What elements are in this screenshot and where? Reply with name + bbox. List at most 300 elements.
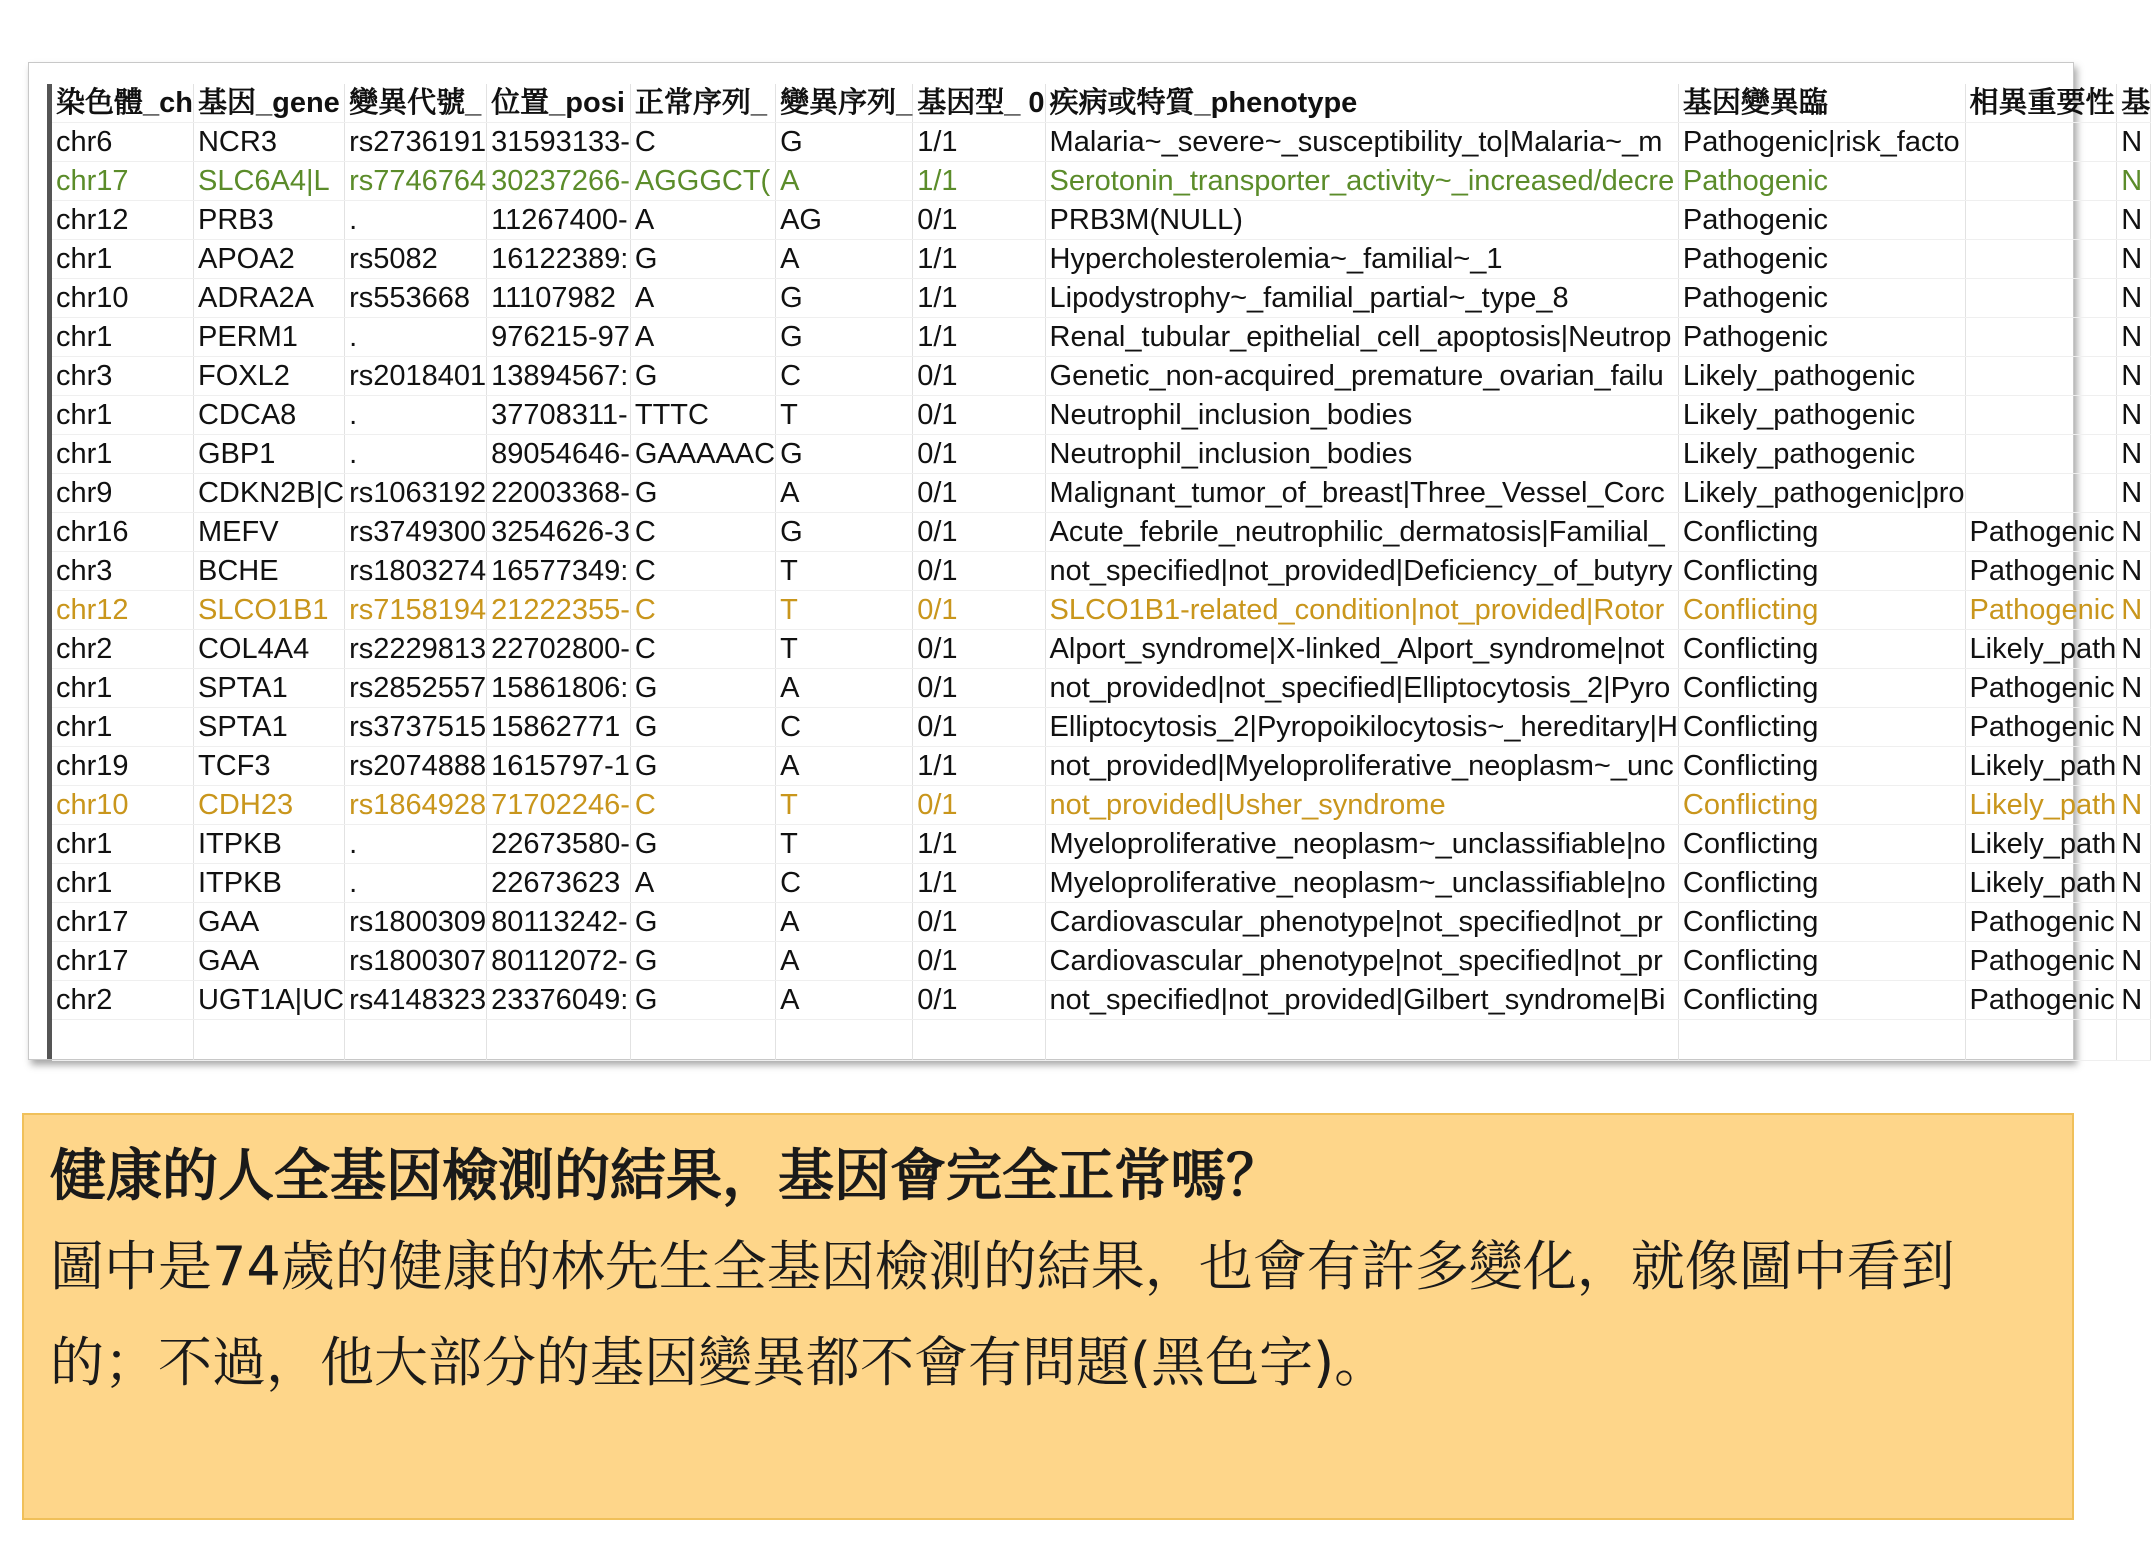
table-row <box>52 630 2151 669</box>
column-header[interactable]: 相異重要性 <box>1965 84 2117 123</box>
table-cell[interactable]: rs2018401 <box>345 357 487 396</box>
table-cell[interactable]: chr1 <box>52 708 193 747</box>
table-cell[interactable]: Conflicting <box>1678 552 1965 591</box>
table-cell[interactable]: 80112072- <box>487 942 631 981</box>
table-cell[interactable]: N <box>2117 747 2151 786</box>
table-cell[interactable]: C <box>630 513 775 552</box>
table-cell[interactable]: TTTC <box>630 396 775 435</box>
empty-cell[interactable] <box>1965 1020 2117 1061</box>
table-cell[interactable]: N <box>2117 903 2151 942</box>
table-cell[interactable]: C <box>630 123 775 162</box>
table-cell[interactable]: G <box>776 318 913 357</box>
table-cell[interactable]: CDKN2B|C <box>193 474 344 513</box>
table-cell[interactable]: N <box>2117 864 2151 903</box>
table-cell[interactable]: 23376049: <box>487 981 631 1020</box>
table-cell[interactable]: 1/1 <box>913 240 1045 279</box>
table-cell[interactable]: G <box>630 747 775 786</box>
table-cell[interactable]: 0/1 <box>913 474 1045 513</box>
table-cell[interactable]: 1/1 <box>913 279 1045 318</box>
column-header[interactable]: 疾病或特質_phenotype <box>1045 84 1678 123</box>
table-cell[interactable]: Genetic_non-acquired_premature_ovarian_failu <box>1045 357 1678 396</box>
table-cell[interactable]: N <box>2117 279 2151 318</box>
table-cell[interactable]: 22003368- <box>487 474 631 513</box>
table-cell[interactable]: Conflicting <box>1678 786 1965 825</box>
table-row <box>52 318 2151 357</box>
table-cell[interactable]: SLCO1B1 <box>193 591 344 630</box>
table-cell[interactable]: 1/1 <box>913 747 1045 786</box>
table-cell[interactable]: MEFV <box>193 513 344 552</box>
table-cell[interactable]: 16122389: <box>487 240 631 279</box>
table-row <box>52 552 2151 591</box>
table-cell[interactable] <box>1965 396 2117 435</box>
table-cell[interactable]: PRB3M(NULL) <box>1045 201 1678 240</box>
table-cell[interactable]: rs1063192 <box>345 474 487 513</box>
table-cell[interactable]: Cardiovascular_phenotype|not_specified|not_pr <box>1045 942 1678 981</box>
table-cell[interactable]: 1/1 <box>913 318 1045 357</box>
table-row <box>52 357 2151 396</box>
table-cell[interactable]: N <box>2117 240 2151 279</box>
table-cell[interactable]: 22702800- <box>487 630 631 669</box>
table-cell[interactable]: chr3 <box>52 357 193 396</box>
table-cell[interactable]: 0/1 <box>913 357 1045 396</box>
table-cell[interactable]: Conflicting <box>1678 942 1965 981</box>
table-cell[interactable]: chr10 <box>52 786 193 825</box>
table-cell[interactable] <box>1965 474 2117 513</box>
table-cell[interactable]: 30237266- <box>487 162 631 201</box>
table-cell[interactable]: N <box>2117 591 2151 630</box>
table-cell[interactable]: 976215-97 <box>487 318 631 357</box>
table-row <box>52 903 2151 942</box>
empty-cell[interactable] <box>487 1020 631 1061</box>
table-cell[interactable]: rs2074888 <box>345 747 487 786</box>
column-header[interactable]: 基因型_ 0 <box>913 84 1045 123</box>
table-cell[interactable]: chr1 <box>52 396 193 435</box>
table-cell[interactable] <box>1965 279 2117 318</box>
table-cell[interactable]: 0/1 <box>913 903 1045 942</box>
column-header[interactable]: 正常序列_ <box>630 84 775 123</box>
table-cell[interactable]: N <box>2117 357 2151 396</box>
table-cell[interactable]: Likely_pathogenic|pro <box>1678 474 1965 513</box>
table-cell[interactable]: NCR3 <box>193 123 344 162</box>
table-cell[interactable]: not_specified|not_provided|Gilbert_syndrome|Bi <box>1045 981 1678 1020</box>
table-cell[interactable]: rs1803274 <box>345 552 487 591</box>
table-cell[interactable]: rs3737515 <box>345 708 487 747</box>
table-cell[interactable]: 0/1 <box>913 669 1045 708</box>
table-cell[interactable]: N <box>2117 396 2151 435</box>
table-cell[interactable]: A <box>630 201 775 240</box>
table-cell[interactable]: G <box>630 357 775 396</box>
table-cell[interactable]: rs7746764 <box>345 162 487 201</box>
table-cell[interactable]: PRB3 <box>193 201 344 240</box>
table-cell[interactable]: 31593133- <box>487 123 631 162</box>
table-cell[interactable]: Likely_path <box>1965 630 2117 669</box>
table-cell[interactable]: AGGGCT( <box>630 162 775 201</box>
empty-cell[interactable] <box>1678 1020 1965 1061</box>
table-cell[interactable] <box>1965 435 2117 474</box>
empty-cell[interactable] <box>193 1020 344 1061</box>
table-cell[interactable]: chr1 <box>52 669 193 708</box>
table-cell[interactable]: 0/1 <box>913 786 1045 825</box>
table-cell[interactable]: N <box>2117 162 2151 201</box>
table-cell[interactable]: N <box>2117 708 2151 747</box>
table-cell[interactable]: 0/1 <box>913 435 1045 474</box>
table-cell[interactable]: G <box>630 825 775 864</box>
table-cell[interactable] <box>1965 240 2117 279</box>
table-cell[interactable]: C <box>630 591 775 630</box>
table-cell[interactable]: N <box>2117 630 2151 669</box>
table-cell[interactable]: rs2229813 <box>345 630 487 669</box>
empty-row <box>52 1020 2151 1061</box>
table-cell[interactable]: 0/1 <box>913 708 1045 747</box>
table-cell[interactable]: BCHE <box>193 552 344 591</box>
table-cell[interactable]: A <box>776 942 913 981</box>
table-cell[interactable]: 37708311- <box>487 396 631 435</box>
table-cell[interactable]: G <box>776 513 913 552</box>
table-cell[interactable]: not_specified|not_provided|Deficiency_of_butyry <box>1045 552 1678 591</box>
table-cell[interactable]: C <box>630 552 775 591</box>
table-cell[interactable]: Likely_path <box>1965 786 2117 825</box>
table-cell[interactable]: 0/1 <box>913 981 1045 1020</box>
table-cell[interactable]: Pathogenic <box>1678 240 1965 279</box>
table-cell[interactable]: Conflicting <box>1678 513 1965 552</box>
table-cell[interactable]: GAAAAAC <box>630 435 775 474</box>
table-cell[interactable]: G <box>630 981 775 1020</box>
table-cell[interactable]: Alport_syndrome|X-linked_Alport_syndrome|not <box>1045 630 1678 669</box>
table-cell[interactable]: Pathogenic <box>1678 201 1965 240</box>
table-cell[interactable]: C <box>776 708 913 747</box>
table-cell[interactable]: chr17 <box>52 903 193 942</box>
table-cell[interactable]: G <box>776 123 913 162</box>
table-body <box>52 123 2151 1061</box>
table-cell[interactable]: chr2 <box>52 981 193 1020</box>
table-cell[interactable]: Neutrophil_inclusion_bodies <box>1045 396 1678 435</box>
table-row <box>52 708 2151 747</box>
table-cell[interactable]: N <box>2117 123 2151 162</box>
table-row <box>52 435 2151 474</box>
table-cell[interactable]: chr2 <box>52 630 193 669</box>
table-cell[interactable]: A <box>776 669 913 708</box>
empty-cell[interactable] <box>630 1020 775 1061</box>
table-cell[interactable]: . <box>345 435 487 474</box>
table-cell[interactable]: Renal_tubular_epithelial_cell_apoptosis|Neutrop <box>1045 318 1678 357</box>
table-cell[interactable]: 3254626-3 <box>487 513 631 552</box>
table-cell[interactable]: 13894567: <box>487 357 631 396</box>
table-cell[interactable]: APOA2 <box>193 240 344 279</box>
table-cell[interactable]: G <box>630 903 775 942</box>
table-cell[interactable]: Neutrophil_inclusion_bodies <box>1045 435 1678 474</box>
table-row <box>52 591 2151 630</box>
table-cell[interactable]: G <box>630 708 775 747</box>
table-cell[interactable]: A <box>776 162 913 201</box>
table-cell[interactable]: ADRA2A <box>193 279 344 318</box>
table-cell[interactable]: T <box>776 591 913 630</box>
table-cell[interactable]: Pathogenic <box>1965 513 2117 552</box>
table-cell[interactable]: FOXL2 <box>193 357 344 396</box>
table-cell[interactable]: T <box>776 786 913 825</box>
table-cell[interactable]: . <box>345 201 487 240</box>
table-row <box>52 747 2151 786</box>
table-row <box>52 162 2151 201</box>
table-cell[interactable]: chr12 <box>52 201 193 240</box>
table-cell[interactable]: N <box>2117 942 2151 981</box>
table-cell[interactable]: not_provided|Myeloproliferative_neoplasm~_unc <box>1045 747 1678 786</box>
table-cell[interactable]: chr17 <box>52 942 193 981</box>
table-cell[interactable]: Likely_pathogenic <box>1678 435 1965 474</box>
table-cell[interactable]: G <box>776 279 913 318</box>
table-cell[interactable]: C <box>776 864 913 903</box>
table-cell[interactable]: Malignant_tumor_of_breast|Three_Vessel_Corc <box>1045 474 1678 513</box>
table-cell[interactable]: 16577349: <box>487 552 631 591</box>
table-cell[interactable]: 0/1 <box>913 513 1045 552</box>
table-cell[interactable]: ITPKB <box>193 825 344 864</box>
table-cell[interactable]: 1/1 <box>913 123 1045 162</box>
table-cell[interactable]: 0/1 <box>913 942 1045 981</box>
table-cell[interactable]: A <box>776 474 913 513</box>
table-cell[interactable]: 15862771 <box>487 708 631 747</box>
table-cell[interactable]: Serotonin_transporter_activity~_increased/decre <box>1045 162 1678 201</box>
table-cell[interactable]: chr1 <box>52 435 193 474</box>
table-cell[interactable]: Pathogenic <box>1965 708 2117 747</box>
table-cell[interactable]: Lipodystrophy~_familial_partial~_type_8 <box>1045 279 1678 318</box>
table-cell[interactable]: 0/1 <box>913 201 1045 240</box>
table-cell[interactable]: 1/1 <box>913 825 1045 864</box>
table-cell[interactable]: UGT1A|UC <box>193 981 344 1020</box>
table-cell[interactable]: Conflicting <box>1678 630 1965 669</box>
table-row <box>52 123 2151 162</box>
table-cell[interactable]: Pathogenic <box>1965 552 2117 591</box>
table-row <box>52 942 2151 981</box>
table-cell[interactable]: chr1 <box>52 864 193 903</box>
table-cell[interactable]: not_provided|Usher_syndrome <box>1045 786 1678 825</box>
table-cell[interactable]: Conflicting <box>1678 981 1965 1020</box>
table-cell[interactable]: rs3749300 <box>345 513 487 552</box>
table-cell[interactable]: PERM1 <box>193 318 344 357</box>
table-cell[interactable]: 0/1 <box>913 396 1045 435</box>
table-cell[interactable]: G <box>630 942 775 981</box>
table-cell[interactable]: A <box>776 903 913 942</box>
table-cell[interactable]: GBP1 <box>193 435 344 474</box>
table-cell[interactable]: N <box>2117 513 2151 552</box>
table-cell[interactable] <box>1965 123 2117 162</box>
table-cell[interactable]: Cardiovascular_phenotype|not_specified|not_pr <box>1045 903 1678 942</box>
table-cell[interactable]: G <box>776 435 913 474</box>
table-cell[interactable]: chr1 <box>52 825 193 864</box>
column-header[interactable]: 基 <box>2117 84 2151 123</box>
caption-box <box>22 1113 2074 1520</box>
table-cell[interactable]: 0/1 <box>913 552 1045 591</box>
table-cell[interactable]: N <box>2117 825 2151 864</box>
table-cell[interactable]: T <box>776 630 913 669</box>
table-row <box>52 201 2151 240</box>
caption-title: 健康的人全基因檢測的結果，基因會完全正常嗎？ <box>50 1144 1282 1209</box>
table-cell[interactable]: . <box>345 825 487 864</box>
table-cell[interactable]: SPTA1 <box>193 708 344 747</box>
table-cell[interactable]: Likely_path <box>1965 747 2117 786</box>
table-cell[interactable]: rs1800309 <box>345 903 487 942</box>
table-cell[interactable]: rs1800307 <box>345 942 487 981</box>
table-cell[interactable]: rs2736191 <box>345 123 487 162</box>
table-cell[interactable]: Likely_path <box>1965 825 2117 864</box>
table-cell[interactable]: Conflicting <box>1678 669 1965 708</box>
table-cell[interactable]: 22673580- <box>487 825 631 864</box>
table-cell[interactable]: Malaria~_severe~_susceptibility_to|Malaria~_m <box>1045 123 1678 162</box>
table-cell[interactable]: Elliptocytosis_2|Pyropoikilocytosis~_hereditary|H <box>1045 708 1678 747</box>
table-cell[interactable]: Pathogenic <box>1965 669 2117 708</box>
table-cell[interactable]: 0/1 <box>913 630 1045 669</box>
table-cell[interactable]: chr9 <box>52 474 193 513</box>
table-cell[interactable]: Pathogenic|risk_facto <box>1678 123 1965 162</box>
table-cell[interactable]: G <box>630 669 775 708</box>
table-cell[interactable]: Likely_pathogenic <box>1678 396 1965 435</box>
column-header[interactable]: 變異代號_ <box>345 84 487 123</box>
table-cell[interactable] <box>1965 318 2117 357</box>
table-cell[interactable]: rs4148323 <box>345 981 487 1020</box>
table-cell[interactable]: Likely_pathogenic <box>1678 357 1965 396</box>
table-cell[interactable]: C <box>776 357 913 396</box>
table-cell[interactable]: C <box>630 786 775 825</box>
table-cell[interactable]: 1/1 <box>913 864 1045 903</box>
table-cell[interactable]: Pathogenic <box>1965 942 2117 981</box>
table-cell[interactable]: N <box>2117 981 2151 1020</box>
empty-cell[interactable] <box>1045 1020 1678 1061</box>
table-cell[interactable]: G <box>630 240 775 279</box>
table-cell[interactable]: GAA <box>193 903 344 942</box>
table-cell[interactable]: 11107982 <box>487 279 631 318</box>
table-cell[interactable]: 1615797-1 <box>487 747 631 786</box>
table-cell[interactable]: Conflicting <box>1678 825 1965 864</box>
table-cell[interactable]: 0/1 <box>913 591 1045 630</box>
table-cell[interactable]: Hypercholesterolemia~_familial~_1 <box>1045 240 1678 279</box>
column-header[interactable]: 染色體_ch <box>52 84 193 123</box>
table-cell[interactable]: . <box>345 396 487 435</box>
table-cell[interactable]: 89054646- <box>487 435 631 474</box>
table-cell[interactable] <box>1965 201 2117 240</box>
table-cell[interactable]: A <box>776 981 913 1020</box>
empty-cell[interactable] <box>776 1020 913 1061</box>
table-cell[interactable]: CDCA8 <box>193 396 344 435</box>
table-cell[interactable]: rs553668 <box>345 279 487 318</box>
spreadsheet-grid-area <box>47 84 2151 1059</box>
table-cell[interactable]: Pathogenic <box>1678 279 1965 318</box>
table-row <box>52 669 2151 708</box>
table-row <box>52 825 2151 864</box>
table-cell[interactable]: N <box>2117 474 2151 513</box>
empty-cell[interactable] <box>2117 1020 2151 1061</box>
table-cell[interactable]: Pathogenic <box>1678 162 1965 201</box>
table-cell[interactable]: chr19 <box>52 747 193 786</box>
table-cell[interactable]: chr6 <box>52 123 193 162</box>
table-cell[interactable]: CDH23 <box>193 786 344 825</box>
table-cell[interactable]: . <box>345 864 487 903</box>
table-cell[interactable]: TCF3 <box>193 747 344 786</box>
table-cell[interactable]: Conflicting <box>1678 747 1965 786</box>
table-cell[interactable]: COL4A4 <box>193 630 344 669</box>
table-cell[interactable]: Pathogenic <box>1965 981 2117 1020</box>
table-cell[interactable]: A <box>630 864 775 903</box>
table-cell[interactable]: rs5082 <box>345 240 487 279</box>
table-cell[interactable]: rs1864928 <box>345 786 487 825</box>
table-cell[interactable]: C <box>630 630 775 669</box>
table-row <box>52 279 2151 318</box>
table-cell[interactable]: 15861806: <box>487 669 631 708</box>
table-cell[interactable]: G <box>630 474 775 513</box>
table-cell[interactable]: A <box>630 318 775 357</box>
table-cell[interactable]: 21222355- <box>487 591 631 630</box>
table-cell[interactable] <box>1965 357 2117 396</box>
table-cell[interactable]: 22673623 <box>487 864 631 903</box>
table-cell[interactable]: 1/1 <box>913 162 1045 201</box>
table-cell[interactable]: T <box>776 552 913 591</box>
table-cell[interactable]: ITPKB <box>193 864 344 903</box>
empty-cell[interactable] <box>913 1020 1045 1061</box>
table-cell[interactable]: chr1 <box>52 318 193 357</box>
table-cell[interactable]: N <box>2117 786 2151 825</box>
table-cell[interactable]: N <box>2117 669 2151 708</box>
table-cell[interactable]: 71702246- <box>487 786 631 825</box>
table-cell[interactable]: rs2852557 <box>345 669 487 708</box>
table-cell[interactable]: GAA <box>193 942 344 981</box>
column-header[interactable]: 位置_posi <box>487 84 631 123</box>
table-cell[interactable]: Myeloproliferative_neoplasm~_unclassifiable|no <box>1045 864 1678 903</box>
column-header[interactable]: 基因變異臨 <box>1678 84 1965 123</box>
table-cell[interactable]: T <box>776 396 913 435</box>
table-cell[interactable]: Conflicting <box>1678 708 1965 747</box>
table-cell[interactable]: N <box>2117 318 2151 357</box>
empty-cell[interactable] <box>345 1020 487 1061</box>
table-cell[interactable]: SLCO1B1-related_condition|not_provided|Rotor <box>1045 591 1678 630</box>
table-cell[interactable]: N <box>2117 552 2151 591</box>
table-cell[interactable]: chr17 <box>52 162 193 201</box>
table-row <box>52 513 2151 552</box>
table-cell[interactable]: N <box>2117 201 2151 240</box>
table-cell[interactable]: Myeloproliferative_neoplasm~_unclassifiable|no <box>1045 825 1678 864</box>
table-cell[interactable]: Conflicting <box>1678 591 1965 630</box>
table-cell[interactable]: T <box>776 825 913 864</box>
table-cell[interactable]: A <box>776 240 913 279</box>
table-cell[interactable]: AG <box>776 201 913 240</box>
column-header[interactable]: 基因_gene <box>193 84 344 123</box>
table-cell[interactable]: Pathogenic <box>1965 591 2117 630</box>
table-cell[interactable]: chr16 <box>52 513 193 552</box>
table-cell[interactable]: N <box>2117 435 2151 474</box>
table-cell[interactable]: Conflicting <box>1678 903 1965 942</box>
table-cell[interactable] <box>1965 162 2117 201</box>
table-cell[interactable]: A <box>776 747 913 786</box>
table-cell[interactable]: chr3 <box>52 552 193 591</box>
table-cell[interactable]: 11267400- <box>487 201 631 240</box>
table-cell[interactable]: chr10 <box>52 279 193 318</box>
table-cell[interactable]: chr1 <box>52 240 193 279</box>
table-cell[interactable]: . <box>345 318 487 357</box>
spreadsheet-screenshot <box>28 62 2151 1060</box>
empty-cell[interactable] <box>52 1020 193 1061</box>
table-cell[interactable]: chr12 <box>52 591 193 630</box>
table-row <box>52 474 2151 513</box>
table-cell[interactable]: Pathogenic <box>1678 318 1965 357</box>
table-cell[interactable]: A <box>630 279 775 318</box>
table-cell[interactable]: SLC6A4|L <box>193 162 344 201</box>
table-cell[interactable]: rs7158194 <box>345 591 487 630</box>
table-cell[interactable]: Conflicting <box>1678 864 1965 903</box>
column-header[interactable]: 變異序列_ <box>776 84 913 123</box>
table-cell[interactable]: Pathogenic <box>1965 903 2117 942</box>
table-cell[interactable]: SPTA1 <box>193 669 344 708</box>
table-cell[interactable]: Acute_febrile_neutrophilic_dermatosis|Familial_ <box>1045 513 1678 552</box>
table-header-row <box>52 84 2151 123</box>
table-cell[interactable]: 80113242- <box>487 903 631 942</box>
table-cell[interactable]: Likely_path <box>1965 864 2117 903</box>
table-cell[interactable]: not_provided|not_specified|Elliptocytosis_2|Pyro <box>1045 669 1678 708</box>
